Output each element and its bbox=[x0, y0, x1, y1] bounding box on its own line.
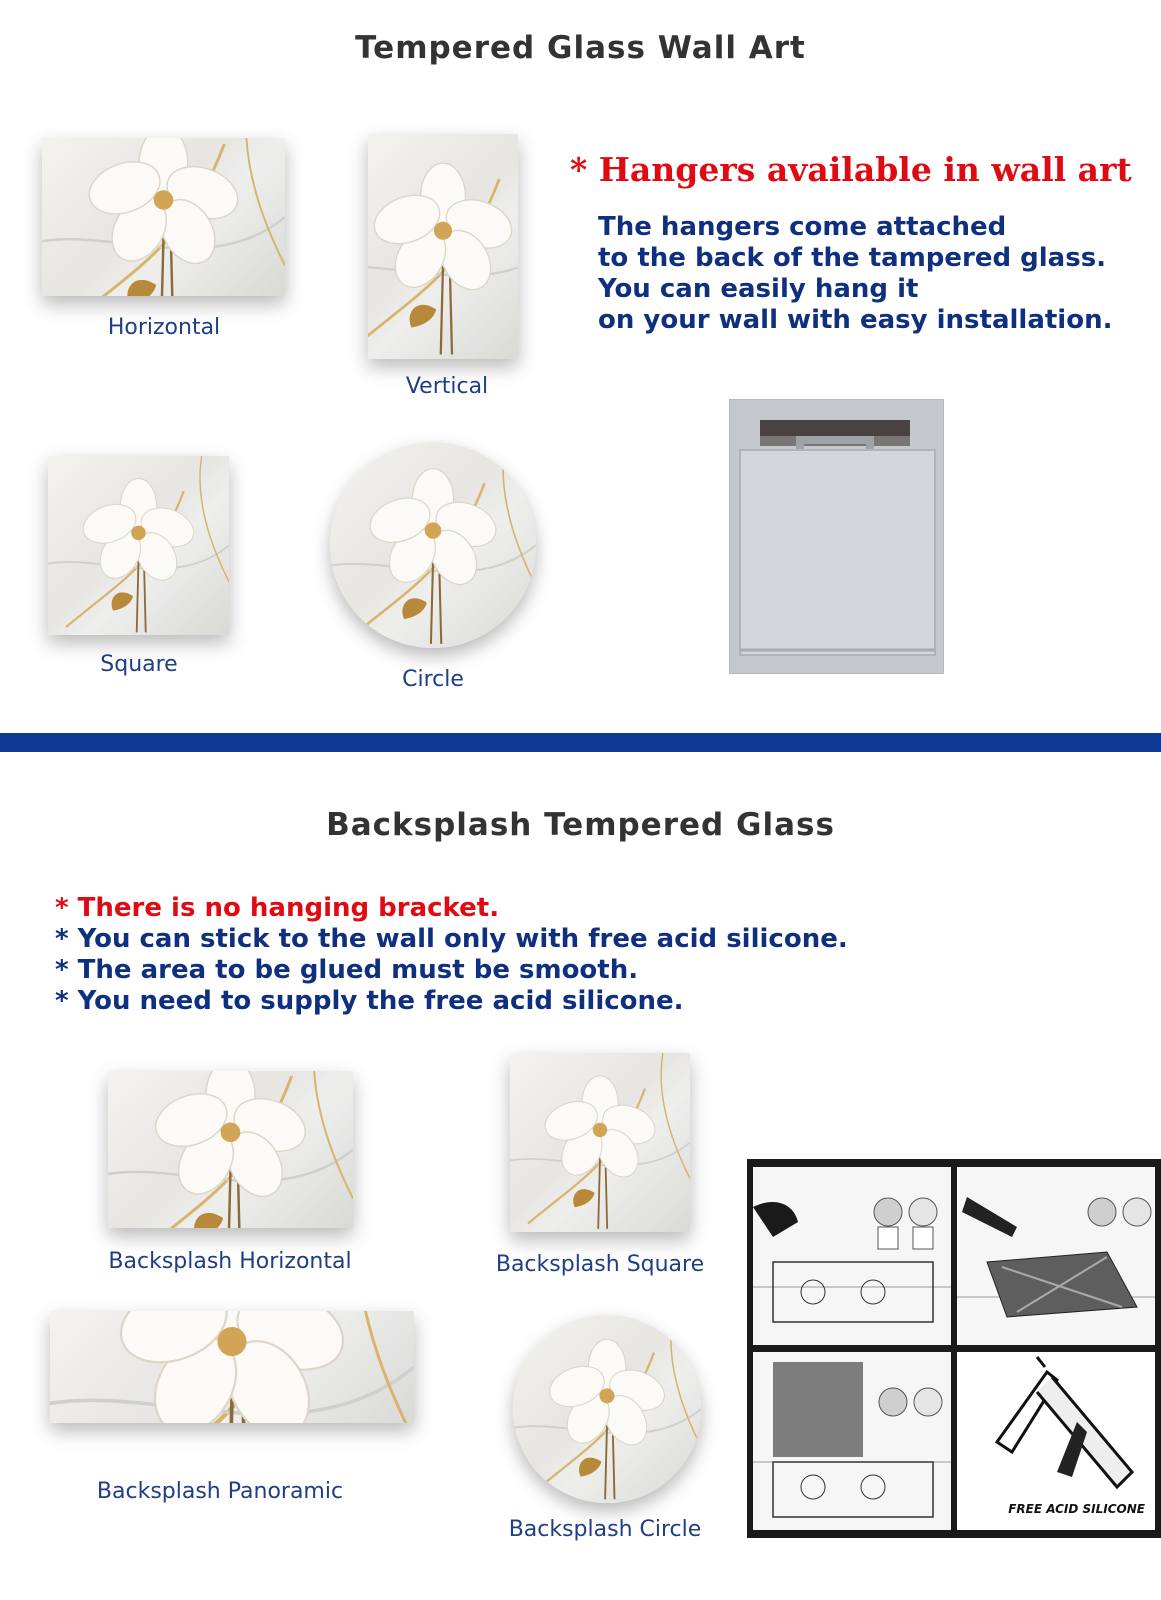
hangers-line: You can easily hang it bbox=[598, 274, 919, 304]
hanger-photo bbox=[729, 399, 944, 674]
caption-circle: Circle bbox=[402, 667, 464, 692]
horizontal-artwork-image bbox=[42, 138, 285, 296]
circle-artwork-image bbox=[330, 442, 536, 648]
square-artwork-image bbox=[48, 456, 229, 635]
caption-backsplash-square: Backsplash Square bbox=[495, 1252, 705, 1277]
note-silicone: * You can stick to the wall only with free acid silicone. bbox=[55, 924, 848, 954]
step-stick-glass bbox=[753, 1352, 951, 1530]
wall-art-title: Tempered Glass Wall Art bbox=[355, 30, 806, 66]
note-smooth-area: * The area to be glued must be smooth. bbox=[55, 955, 639, 985]
silicone-gun-illustration bbox=[957, 1352, 1155, 1530]
backsplash-horizontal-image bbox=[108, 1071, 353, 1228]
caption-backsplash-horizontal: Backsplash Horizontal bbox=[108, 1249, 352, 1274]
hangers-line: on your wall with easy installation. bbox=[598, 305, 1113, 335]
backsplash-title: Backsplash Tempered Glass bbox=[326, 807, 835, 843]
caption-square: Square bbox=[100, 652, 178, 677]
caption-backsplash-circle: Backsplash Circle bbox=[508, 1517, 702, 1542]
section-divider bbox=[0, 733, 1161, 752]
installation-steps-panel bbox=[747, 1159, 1161, 1538]
hangers-line: The hangers come attached bbox=[598, 212, 1007, 242]
step-clean-surface bbox=[753, 1167, 951, 1345]
backsplash-circle-image bbox=[513, 1315, 701, 1503]
hangers-line: to the back of the tampered glass. bbox=[598, 243, 1107, 273]
backsplash-notes bbox=[55, 893, 848, 1017]
step-apply-silicone bbox=[957, 1167, 1155, 1345]
vertical-artwork-image bbox=[368, 134, 518, 359]
note-no-bracket: * There is no hanging bracket. bbox=[55, 893, 500, 923]
free-acid-silicone-label: FREE ACID SILICONE bbox=[1008, 1502, 1145, 1516]
caption-horizontal: Horizontal bbox=[107, 315, 221, 340]
hangers-heading: * Hangers available in wall art bbox=[570, 150, 1132, 189]
caption-vertical: Vertical bbox=[405, 374, 489, 399]
caption-backsplash-panoramic: Backsplash Panoramic bbox=[96, 1479, 344, 1504]
note-supply-silicone: * You need to supply the free acid silicone. bbox=[55, 986, 684, 1016]
backsplash-panoramic-image bbox=[50, 1311, 414, 1423]
backsplash-square-image bbox=[510, 1053, 690, 1232]
hangers-description bbox=[598, 212, 1112, 336]
